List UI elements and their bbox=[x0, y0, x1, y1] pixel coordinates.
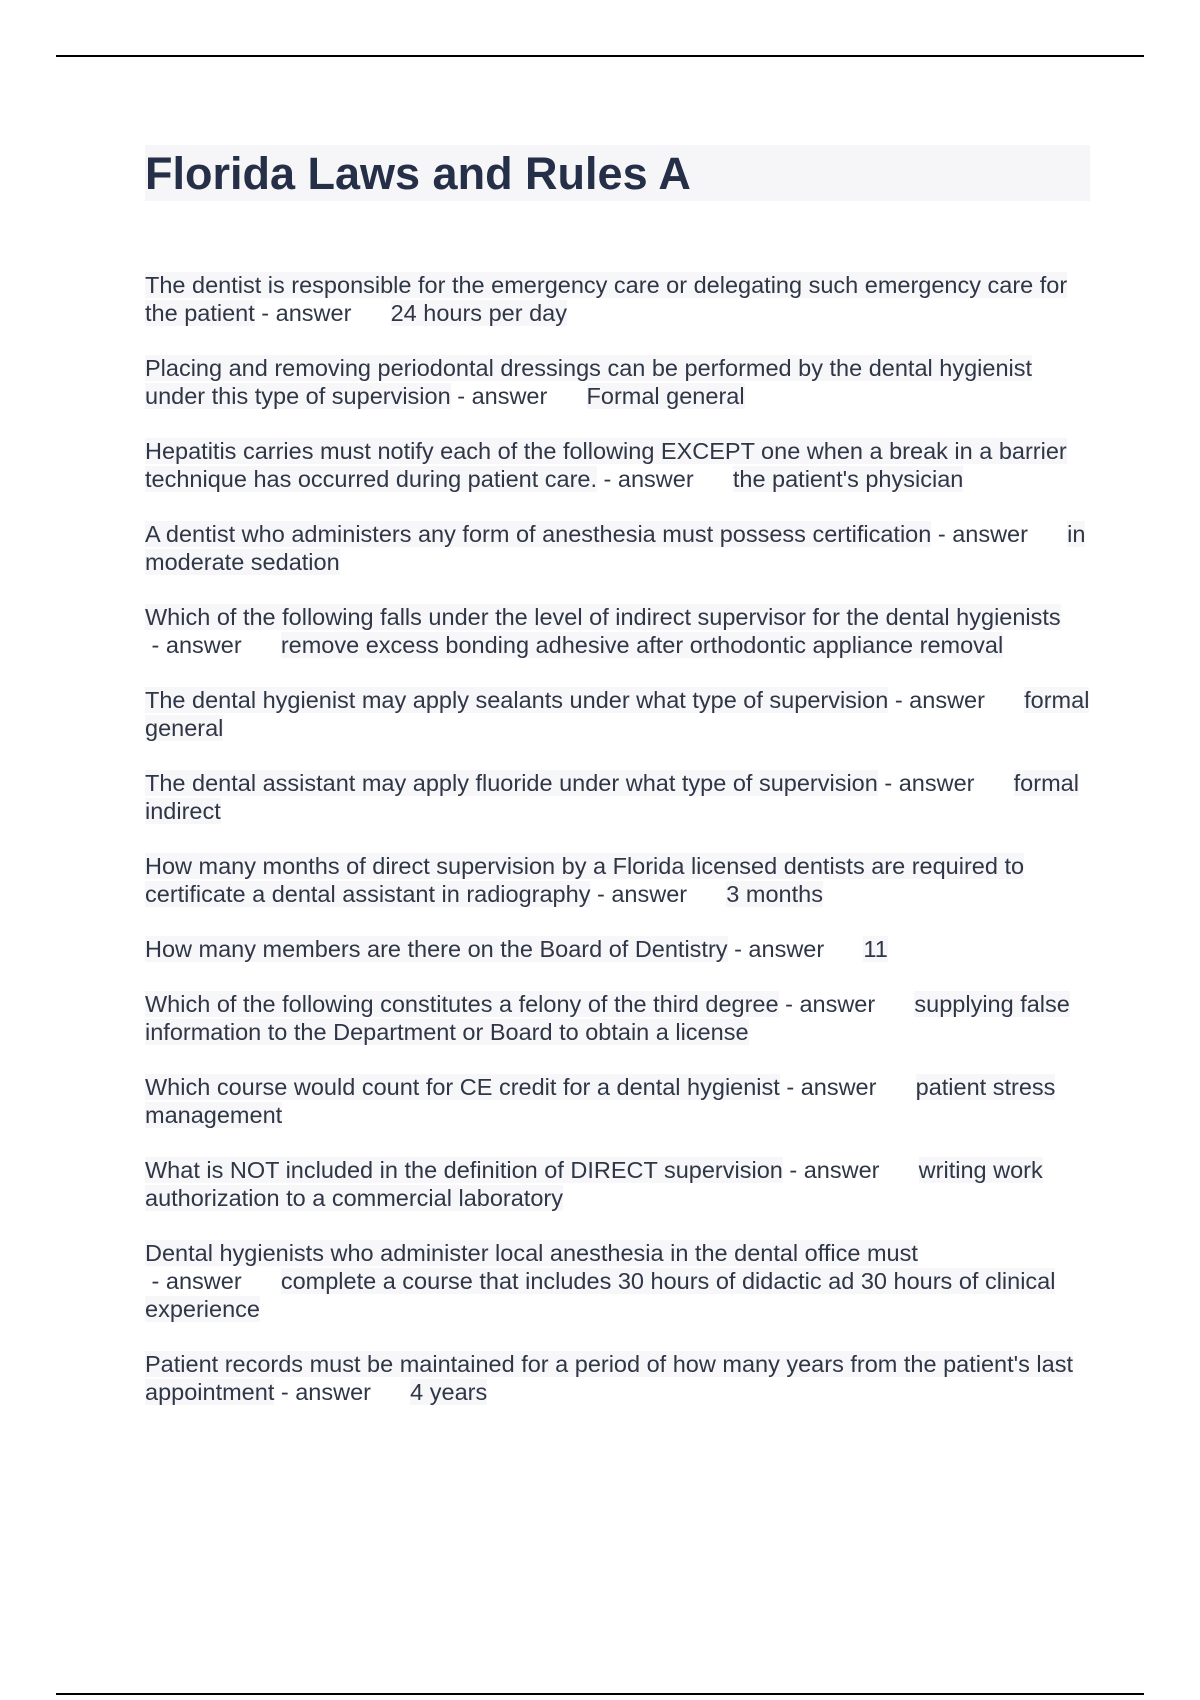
answer-separator: - answer bbox=[254, 300, 391, 326]
qa-item bbox=[145, 686, 1090, 742]
question-text: Hepatitis carries must notify each of the following EXCEPT one when a break in a barrier technique has occurred during patient care. bbox=[145, 438, 1067, 492]
answer-text: Formal general bbox=[586, 383, 745, 409]
qa-item bbox=[145, 271, 1090, 327]
question-text: The dental assistant may apply fluoride under what type of supervision bbox=[145, 770, 878, 796]
qa-item bbox=[145, 1239, 1090, 1323]
top-rule bbox=[56, 55, 1144, 57]
answer-separator: - answer bbox=[145, 632, 281, 658]
bottom-rule bbox=[56, 1693, 1144, 1695]
qa-item bbox=[145, 852, 1090, 908]
answer-separator: - answer bbox=[888, 687, 1025, 713]
question-text: Which course would count for CE credit for a dental hygienist bbox=[145, 1074, 780, 1100]
answer-separator: - answer bbox=[597, 466, 733, 492]
answer-text: formal indirect bbox=[145, 770, 1079, 824]
answer-separator: - answer bbox=[931, 521, 1068, 547]
question-text: The dentist is responsible for the emergency care or delegating such emergency care for the patient bbox=[145, 272, 1068, 326]
answer-text: complete a course that includes 30 hours of didactic ad 30 hours of clinical experience bbox=[145, 1268, 1056, 1322]
question-text: Which of the following constitutes a felony of the third degree bbox=[145, 991, 779, 1017]
qa-item bbox=[145, 769, 1090, 825]
answer-text: patient stress management bbox=[145, 1074, 1056, 1128]
answer-separator: - answer bbox=[877, 770, 1014, 796]
answer-text: 11 bbox=[863, 936, 888, 962]
qa-item bbox=[145, 354, 1090, 410]
qa-item bbox=[145, 935, 1090, 963]
answer-text: formal general bbox=[145, 687, 1090, 741]
qa-item bbox=[145, 1073, 1090, 1129]
qa-item bbox=[145, 520, 1090, 576]
qa-item bbox=[145, 1350, 1090, 1406]
answer-text: 4 years bbox=[410, 1379, 488, 1405]
answer-separator: - answer bbox=[145, 1268, 281, 1294]
answer-text: the patient's physician bbox=[732, 466, 964, 492]
answer-text: writing work authorization to a commercial laboratory bbox=[145, 1157, 1043, 1211]
answer-separator: - answer bbox=[274, 1379, 411, 1405]
question-text: Which of the following falls under the level of indirect supervisor for the dental hygienists bbox=[145, 604, 1061, 630]
answer-separator: - answer bbox=[779, 1074, 916, 1100]
question-text: The dental hygienist may apply sealants under what type of supervision bbox=[145, 687, 889, 713]
question-text: How many members are there on the Board of Dentistry bbox=[145, 936, 728, 962]
page-title: Florida Laws and Rules A bbox=[145, 147, 691, 199]
qa-item bbox=[145, 603, 1090, 659]
question-text: What is NOT included in the definition of DIRECT supervision bbox=[145, 1157, 783, 1183]
qa-item bbox=[145, 990, 1090, 1046]
answer-text: 3 months bbox=[726, 881, 823, 907]
title-bar bbox=[145, 145, 1090, 201]
answer-separator: - answer bbox=[450, 383, 587, 409]
answer-separator: - answer bbox=[778, 991, 915, 1017]
question-text: Patient records must be maintained for a period of how many years from the patient's last appointment bbox=[145, 1351, 1073, 1405]
document-body bbox=[145, 145, 1090, 1433]
answer-text: in moderate sedation bbox=[145, 521, 1086, 575]
answer-separator: - answer bbox=[782, 1157, 919, 1183]
answer-text: remove excess bonding adhesive after orthodontic appliance removal bbox=[280, 632, 1004, 658]
question-text: A dentist who administers any form of anesthesia must possess certification bbox=[145, 521, 932, 547]
answer-text: supplying false information to the Department or Board to obtain a license bbox=[145, 991, 1070, 1045]
qa-list bbox=[145, 271, 1090, 1406]
qa-item bbox=[145, 437, 1090, 493]
answer-separator: - answer bbox=[590, 881, 727, 907]
question-text: Dental hygienists who administer local anesthesia in the dental office must bbox=[145, 1240, 918, 1266]
answer-separator: - answer bbox=[727, 936, 864, 962]
answer-text: 24 hours per day bbox=[390, 300, 567, 326]
qa-item bbox=[145, 1156, 1090, 1212]
question-text: Placing and removing periodontal dressings can be performed by the dental hygienist under this type of supervision bbox=[145, 355, 1033, 409]
question-text: How many months of direct supervision by a Florida licensed dentists are required to certificate a dental assistant in radiography bbox=[145, 853, 1025, 907]
